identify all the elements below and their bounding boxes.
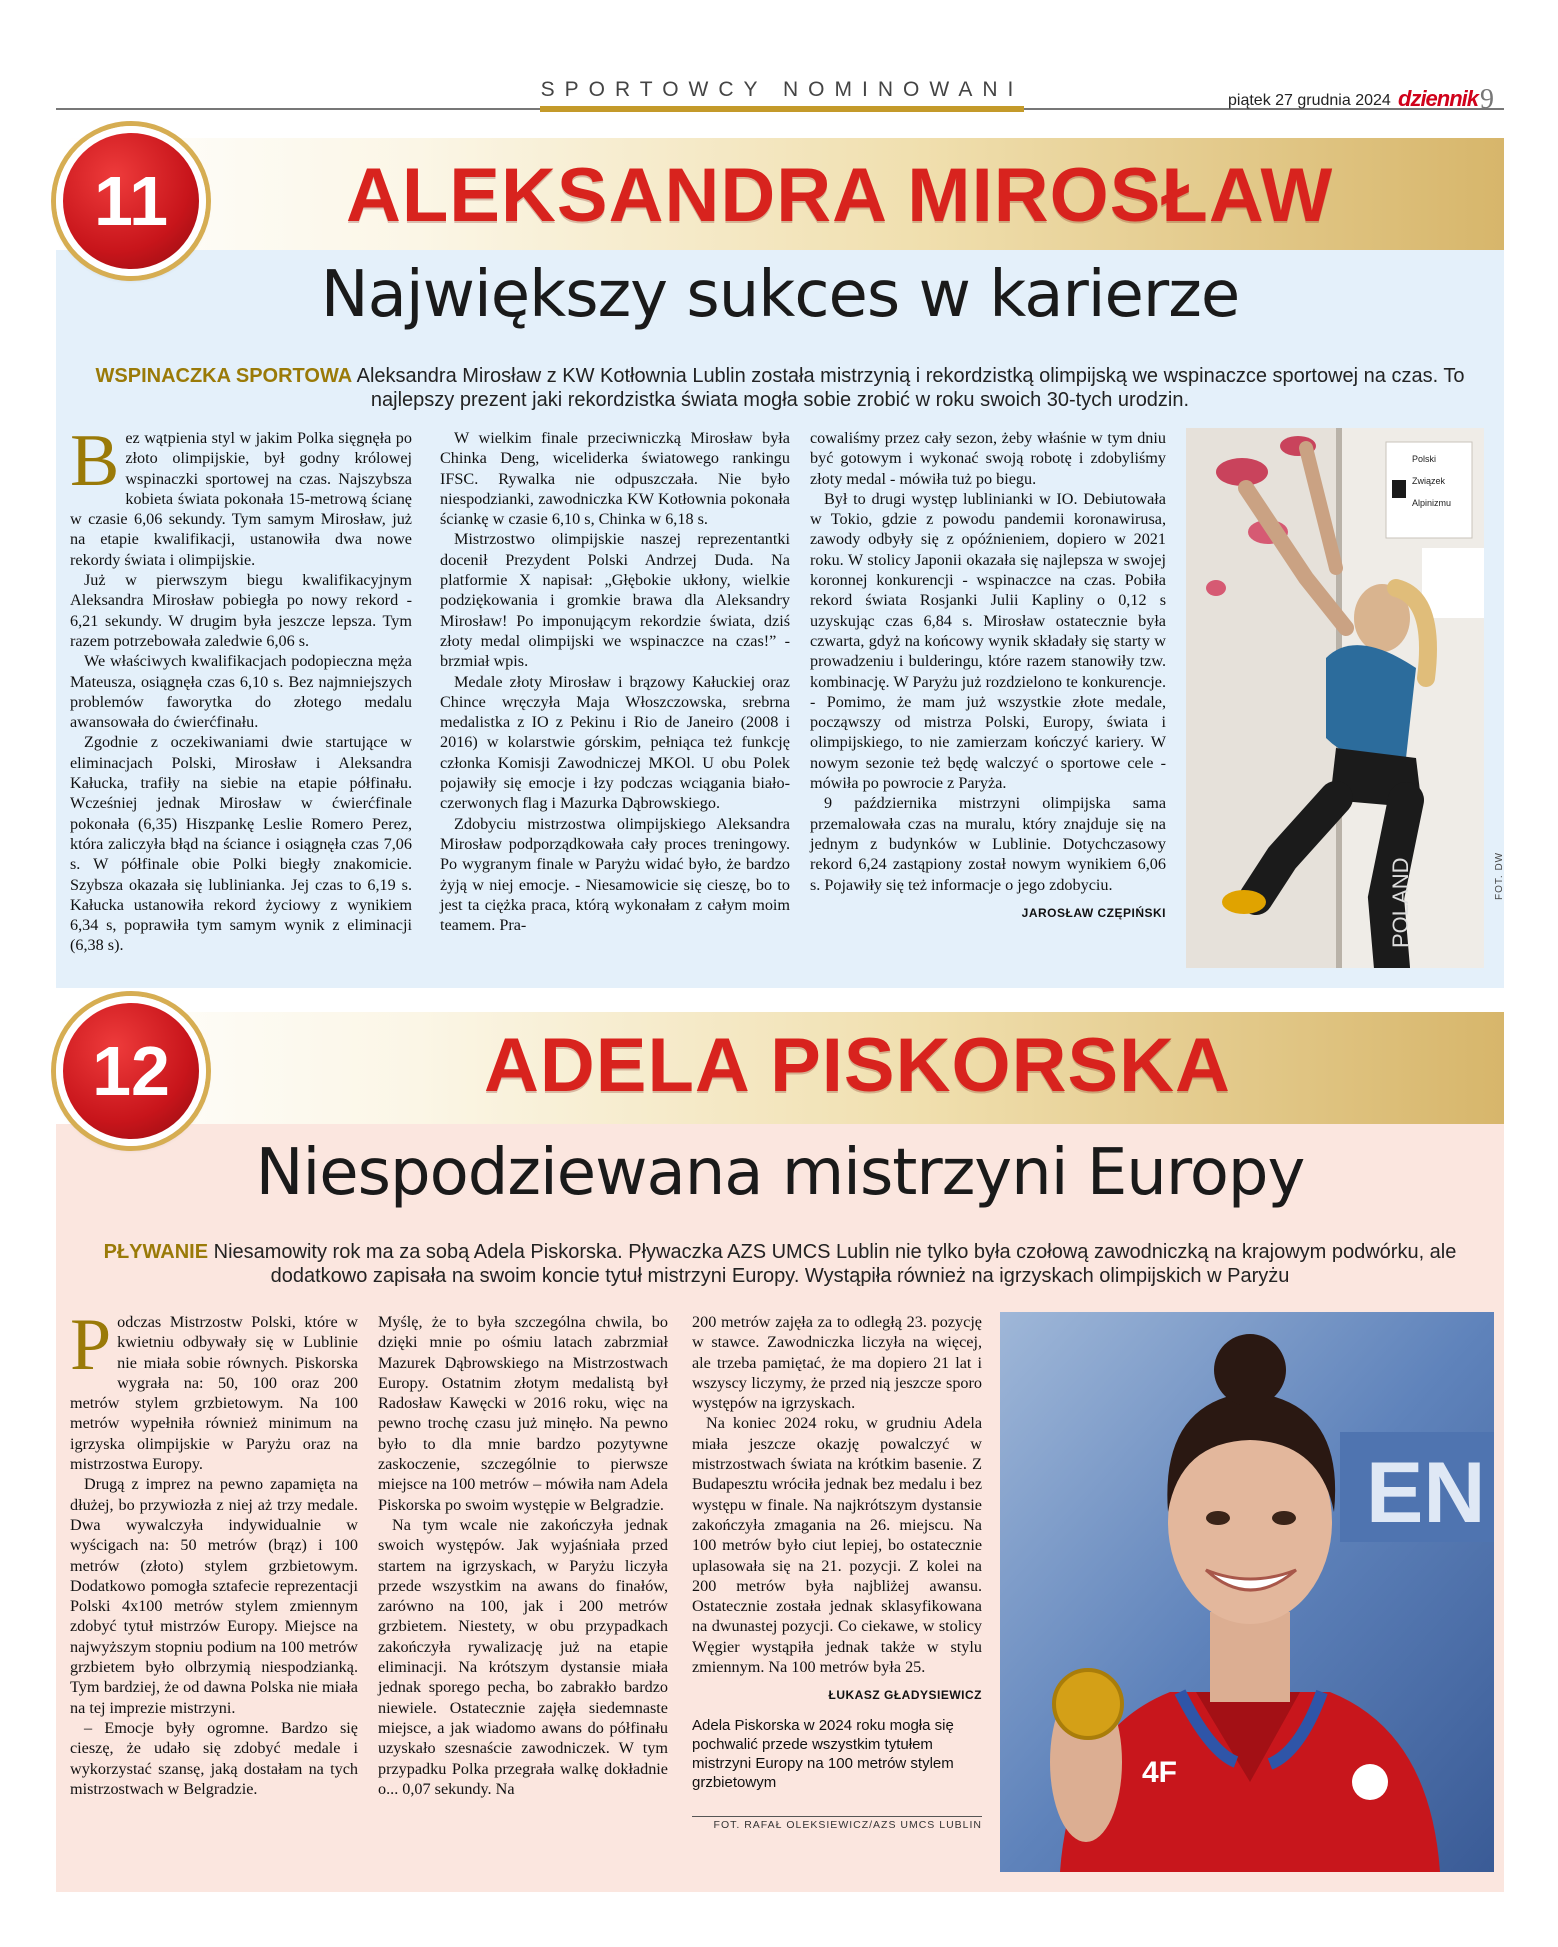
photo-credit-12: FOT. RAFAŁ OLEKSIEWICZ/AZS UMCS LUBLIN [692, 1816, 982, 1831]
swimmer-photo[interactable] [1000, 1312, 1494, 1872]
lead-11 [76, 364, 1484, 412]
paragraph: – Emocje były ogromne. Bardzo się cieszę, że udało się zdobyć medale i wykorzystać szansę, jaką dostałam na tych mistrzostwach w Belgradzie. [70, 1718, 358, 1798]
photo-text: Polski [1412, 454, 1437, 464]
rank-badge-11: 11 [56, 126, 206, 276]
photo-credit-11: FOT. DW [1494, 851, 1505, 900]
climber-photo[interactable] [1186, 428, 1484, 968]
paragraph: Już w pierwszym biegu kwalifikacyjnym Aleksandra Mirosław pobiegła po nowy rekord - 6,21 sekundy. W drugim była jeszcze lepsza. Tym razem potrzebowała zaledwie 6,06 s. [70, 571, 412, 650]
paragraph: Mistrzostwo olimpijskie naszej reprezentantki docenił Prezydent Polski Andrzej Duda. Na platformie X napisał: „Głębokie ukłony, wielkie podziękowania i gromkie brawa dla Aleksandry Mirosław! Po imponującym rekordzie świata, dziś złoty medal olimpijski we wspinaczce na czas!” - brzmiał wpis. [440, 530, 790, 671]
paragraph: Medale złoty Mirosław i brązowy Kałuckiej oraz Chince wręczyła Maja Włoszczowska, srebrna medalistka z IO z Pekinu i Rio de Janeiro (2008 i 2016) w kolarstwie górskim, pełniąca też funkcję członka Komisji Zawodniczej MKOl. U obu Polek pojawiły się emocje i łzy podczas wciągania biało-czerwonych flag i Mazurka Dąbrowskiego. [440, 672, 790, 813]
headline-12: Niespodziewana mistrzyni Europy [255, 1136, 1305, 1210]
photo-text: Alpinizmu [1412, 498, 1452, 508]
paragraph: Zdobyciu mistrzostwa olimpijskiego Aleksandra Mirosław podporządkowała cały proces treningowy. Po wygranym finale w Paryżu widać było, że bardzo żyją w niej emocje. - Niesamowicie się cieszę, bo to jest ta ciężka praca, którą wykonałam z całym moim teamem. Pra- [440, 814, 790, 935]
headline-11: Największy sukces w karierze [320, 258, 1240, 332]
header-gold-underline [540, 106, 1024, 112]
paragraph: W wielkim finale przeciwniczką Mirosław była Chinka Deng, wiceliderka światowego rankingu IFSC. Rywalka nie odpuszczała. Nie było niespodzianki, zawodniczka KW Kotłownia pokonała ściankę w czasie 6,10 s, Chinka w 6,18 s. [440, 429, 790, 529]
climber-illustration [1186, 428, 1484, 968]
paragraph: 200 metrów zajęła za to odległą 23. pozycję w stawce. Zawodniczka liczyła na więcej, ale trzeba pamiętać, że ma dopiero 21 lat i wszyscy liczymy, że przed nią jeszcze sporo występów na igrzyskach. [692, 1313, 982, 1413]
newspaper-logo[interactable]: dziennik [1398, 86, 1479, 111]
article-11-column-3 [810, 428, 1166, 923]
drop-cap: P [70, 1304, 112, 1386]
photo-text: POLAND [1388, 857, 1413, 948]
article-11-column-2 [440, 428, 790, 935]
issue-date: piątek 27 grudnia 2024 [1228, 92, 1391, 109]
photo-text: EN [1366, 1445, 1486, 1541]
page-number: 9 [1480, 84, 1494, 115]
lead-12 [76, 1240, 1484, 1288]
article-11-column-1 [70, 420, 412, 956]
rank-badge-12: 12 [56, 996, 206, 1146]
lead-keyword-11: WSPINACZKA SPORTOWA [95, 365, 353, 387]
paragraph: Na koniec 2024 roku, w grudniu Adela miała jeszcze okazję powalczyć w mistrzostwach świata na krótkim basenie. Z Budapesztu wróciła jednak bez medalu i bez występu w finale. Na najkrótszym dystansie zakończyła zmagania na 26. miejscu. Na 100 metrów było ciut lepiej, bo ostatecznie uplasowała się na 21. pozycji. Z kolei na 200 metrów była najbliżej awansu. Ostatecznie została jednak sklasyfikowana na dwunastej pozycji. Co ciekawe, w stolicy Węgier wystąpiła jednak także w stylu zmiennym. Na 100 metrów była 25. [692, 1414, 982, 1677]
drop-cap: B [70, 420, 120, 502]
article-12-column-2 [378, 1312, 668, 1799]
paragraph: 9 października mistrzyni olimpijska sama przemalowała czas na muralu, który znajduje się na jednym z budynków w Lublinie. Dotychczasowy rekord 6,24 zastąpiony został nowym wynikiem 6,06 s. Pojawiły się też informacje o jego zdobyciu. [810, 794, 1166, 894]
photo-caption-12: Adela Piskorska w 2024 roku mogła się pochwalić przede wszystkim tytułem mistrzyni Europy na 100 metrów stylem grzbietowym [692, 1716, 954, 1791]
paragraph: Na tym wcale nie zakończyła jednak swoich występów. Jak wyjaśniała przed startem na igrzyskach, w Paryżu liczyła przede wszystkim na awans do finałów, zarówno na 100, jak i 200 metrów grzbietem. Niestety, w obu przypadkach zakończyła rywalizację już na etapie eliminacji. Na krótszym dystansie miała jednak sporego pecha, bo zabrakło bardzo niewiele. Ostatecznie zajęła siedemnaste miejsce, a jak wiadomo awans do półfinału uzyskało szesnaście zawodniczek. W tym przypadku Polka przegrała walkę dokładnie o... 0,07 sekundy. Na [378, 1515, 668, 1798]
paragraph: Podczas Mistrzostw Polski, które w kwietniu odbywały się w Lublinie nie miała sobie równych. Piskorska wygrała na: 50, 100 oraz 200 metrów stylem grzbietowym. Na 100 metrów wypełniła również minimum na igrzyska olimpijskie w Paryżu oraz na mistrzostwa Europy. [70, 1304, 358, 1474]
swimmer-illustration [1000, 1312, 1494, 1872]
paragraph: Był to drugi występ lublinianki w IO. Debiutowała w Tokio, gdzie z powodu pandemii koronawirusa, zawody odbyły się z opóźnieniem, dopiero w 2021 roku. W stolicy Japonii okazała się najlepsza w swojej koronnej konkurencji - wspinaczce na czas. Pobiła rekord świata Rosjanki Julii Kapliny o 0,12 s uzyskując czas 6,84 s. Mirosław ostatecznie była czwarta, gdyż na końcowy wynik składały się starty w prowadzeniu i bulderingu, które razem stanowiły tzw. kombinację. W Paryżu już rozdzielono te konkurencje. - Pomimo, że mam już wszystkie złote medale, począwszy od mistrza Polski, Europy, świata i olimpijskiego, to nie zamierzam kończyć kariery. W nowym sezonie też będę walczyć o sportowe cele - mówiła po powrocie z Paryża. [810, 489, 1166, 793]
athlete-name-12: ADELA PISKORSKA [484, 1023, 1231, 1108]
photo-text: 4F [1142, 1756, 1178, 1789]
paragraph: Drugą z imprez na pewno zapamięta na dłużej, bo przywiozła z niej aż trzy medale. Dwa wywalczyła indywidualnie w wyścigach na: 50 metrów (brąz) i 100 metrów (złoto) stylem grzbietowym. Dodatkowo pomogła sztafecie reprezentacji Polski 4x100 metrów stylem zmiennym zdobyć tytuł mistrzów Europy. Miejsce na najwyższym stopniu podium na 100 metrów grzbietem było olbrzymią niespodzianką. Tym bardziej, że od dawna Polska nie miała na tej imprezie mistrzyni. [70, 1475, 358, 1717]
lead-text-11: Aleksandra Mirosław z KW Kotłownia Lublin została mistrzynią i rekordzistką olimpijską we wspinaczce sportowej na czas. To najlepszy prezent jaki rekordzistka świata mogła sobie zrobić w roku swoich 30-tych urodzin. [356, 365, 1465, 411]
lead-text-12: Niesamowity rok ma za sobą Adela Piskorska. Pływaczka AZS UMCS Lublin nie tylko była czołową zawodniczką na krajowym podwórku, ale dodatkowo zapisała na swoim koncie tytuł mistrzyni Europy. Wystąpiła również na igrzyskach olimpijskich w Paryżu [213, 1241, 1457, 1287]
athlete-name-11: ALEKSANDRA MIROSŁAW [346, 153, 1334, 238]
paragraph: cowaliśmy przez cały sezon, żeby właśnie w tym dniu być gotowym i wykonać swoją robotę i zdobyliśmy złoty medal - mówiła tuż po biegu. [810, 429, 1166, 488]
section-title: SPORTOWCY NOMINOWANI [540, 78, 1024, 101]
paragraph: We właściwych kwalifikacjach podopieczna męża Mateusza, osiągnęła czas 6,10 s. Bez najmniejszych problemów faworytka do złotego medalu awansowała do ćwierćfinału. [70, 652, 412, 732]
paragraph: Bez wątpienia styl w jakim Polka sięgnęła po złoto olimpijskie, był godny królowej wspinaczki sportowej na czas. Najszybsza kobieta świata pokonała 15-metrową ścianę w czasie 6,06 sekundy. Tym samym Mirosław, już na etapie kwalifikacji, ustanowiła dwa nowe rekordy świata i olimpijskie. [70, 420, 412, 569]
author-12: ŁUKASZ GŁADYSIEWICZ [828, 1688, 982, 1703]
paragraph: Zgodnie z oczekiwaniami dwie startujące w eliminacjach Polski, Mirosław i Aleksandra Kałucka, trafiły na siebie na etapie półfinału. Wcześniej jednak Mirosław w ćwierćfinale pokonała (6,35) Hiszpankę Leslie Romero Perez, która zaliczyła błąd na ściance i osiągnęła czas 7,06 s. W półfinale obie Polki biegły znakomicie. Szybsza okazała się lublinianka. Jej czas to 6,19 s. Kałucka ustanowiła rekord życiowy z wynikiem 6,34 s, poprawiła tym samym wynik z eliminacji (6,38 s). [70, 733, 412, 955]
photo-text: Związek [1412, 476, 1446, 486]
paragraph: Myślę, że to była szczególna chwila, bo dzięki mnie po ośmiu latach zabrzmiał Mazurek Dąbrowskiego na Mistrzostwach Europy. Ostatnim złotym medalistą był Radosław Kawęcki w 2016 roku, więc na pewno trochę czasu już minęło. Na pewno było to dla mnie bardzo pozytywne zaskoczenie, szczególnie to pierwsze miejsce na 100 metrów – mówiła nam Adela Piskorska po swoim występie w Belgradzie. [378, 1313, 668, 1514]
article-12-column-3 [692, 1312, 982, 1792]
author-11: JAROSŁAW CZĘPIŃSKI [1021, 905, 1166, 920]
lead-keyword-12: PŁYWANIE [103, 1241, 209, 1263]
article-12-column-1 [70, 1304, 358, 1799]
